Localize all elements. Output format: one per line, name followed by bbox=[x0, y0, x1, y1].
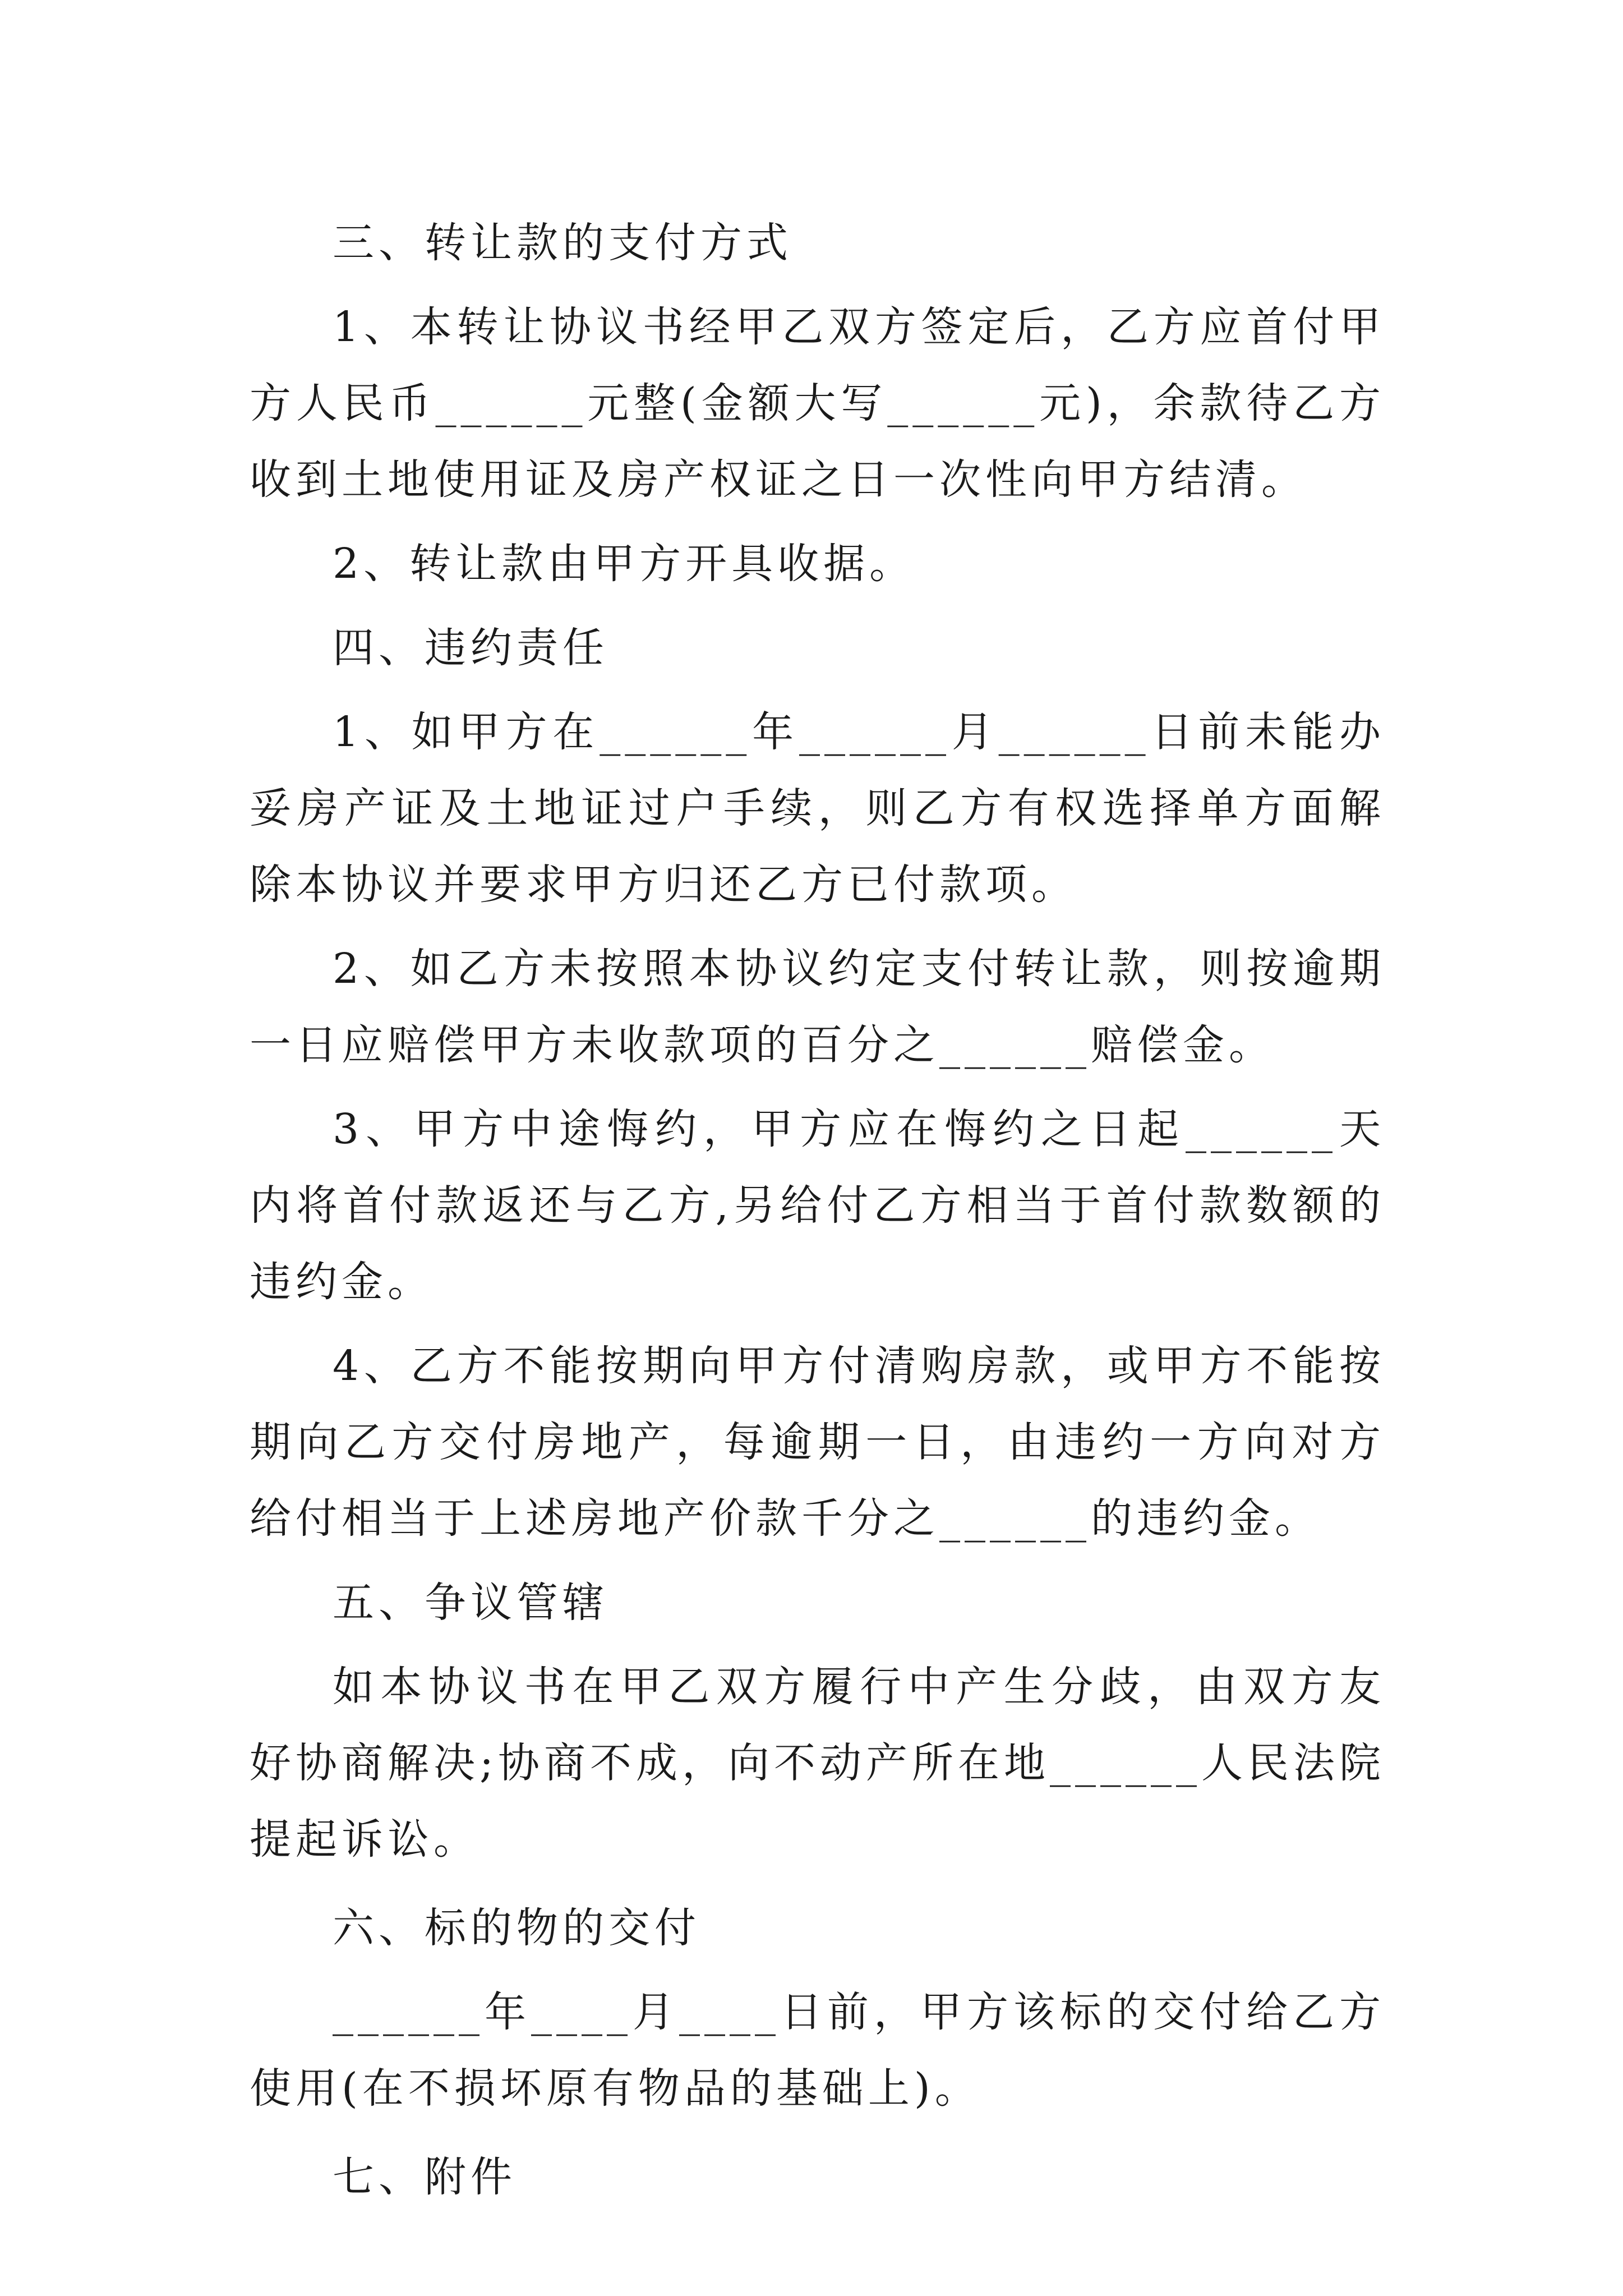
section-heading-delivery: 六、标的物的交付 bbox=[333, 1904, 700, 1952]
paragraph-delivery-1: ______年____月____日前，甲方该标的交付给乙方使用(在不损坏原有物品的基础上)。 bbox=[250, 1988, 1385, 2113]
document-body bbox=[250, 205, 1385, 2215]
section-heading-payment: 三、转让款的支付方式 bbox=[333, 219, 792, 267]
paragraph-liability-2: 2、如乙方未按照本协议约定支付转让款，则按逾期一日应赔偿甲方未收款项的百分之______赔偿金。 bbox=[250, 945, 1385, 1069]
paragraph-liability-3: 3、甲方中途悔约，甲方应在悔约之日起______天内将首付款返还与乙方,另给付乙方相当于首付款数额的违约金。 bbox=[250, 1105, 1385, 1306]
section-heading-dispute: 五、争议管辖 bbox=[333, 1579, 608, 1627]
paragraph-liability-4: 4、乙方不能按期向甲方付清购房款，或甲方不能按期向乙方交付房地产，每逾期一日，由违约一方向对方给付相当于上述房地产价款千分之______的违约金。 bbox=[250, 1342, 1385, 1543]
section-heading-attachments: 七、附件 bbox=[333, 2153, 517, 2201]
paragraph-liability-1: 1、如甲方在______年______月______日前未能办妥房产证及土地证过户手续，则乙方有权选择单方面解除本协议并要求甲方归还乙方已付款项。 bbox=[250, 708, 1385, 909]
paragraph-payment-2: 2、转让款由甲方开具收据。 bbox=[333, 540, 916, 588]
paragraph-dispute-1: 如本协议书在甲乙双方履行中产生分歧，由双方友好协商解决;协商不成，向不动产所在地______人民法院提起诉讼。 bbox=[250, 1663, 1385, 1864]
paragraph-payment-1: 1、本转让协议书经甲乙双方签定后，乙方应首付甲方人民币______元整(金额大写______元)，余款待乙方收到土地使用证及房产权证之日一次性向甲方结清。 bbox=[250, 303, 1385, 504]
section-heading-liability: 四、违约责任 bbox=[333, 624, 608, 672]
